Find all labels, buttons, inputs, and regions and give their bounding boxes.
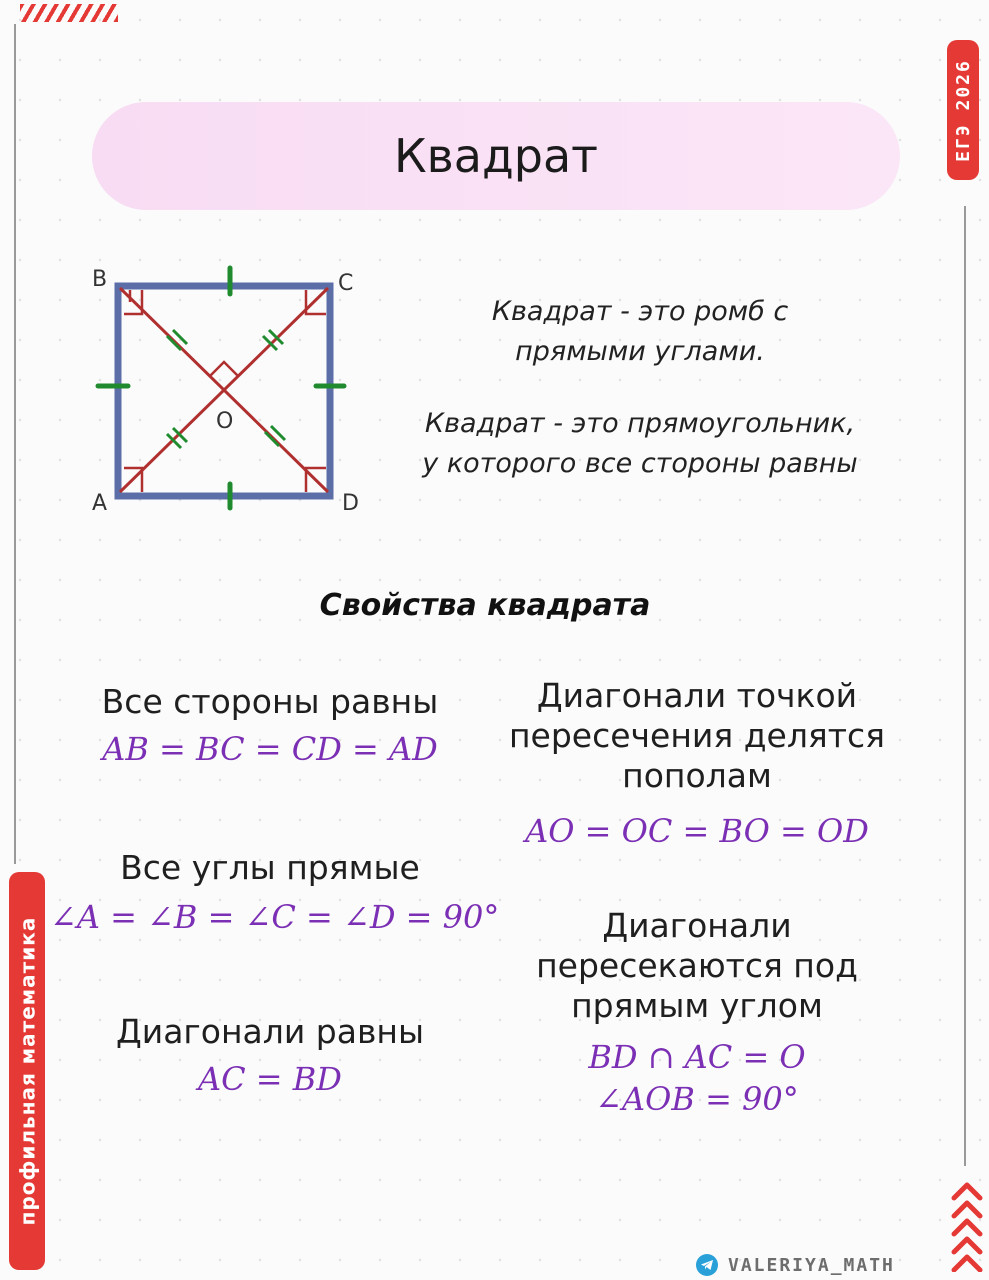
telegram-icon [696, 1254, 718, 1276]
square-diagram [80, 256, 380, 526]
property-formula: ∠AOB = 90° [595, 1080, 799, 1118]
subject-label: профильная математика [15, 916, 40, 1226]
property-formula: ∠A = ∠B = ∠C = ∠D = 90° [50, 898, 500, 936]
property-text: Диагонали [602, 906, 792, 945]
property-text: Все углы прямые [120, 848, 420, 887]
vertex-label-a: A [92, 491, 108, 516]
center-label-o: O [216, 409, 234, 434]
page-title: Квадрат [394, 129, 598, 183]
footer-handle [696, 1252, 895, 1278]
author-handle: VALERIYA_MATH [728, 1254, 895, 1276]
property-text: Диагонали равны [115, 1012, 425, 1051]
property-diagonals-perpendicular [492, 906, 902, 1120]
exam-year-tag [947, 40, 979, 180]
definition-line: прямыми углами. [515, 336, 765, 367]
property-text: пополам [622, 756, 772, 795]
exam-year-label: ЕГЭ 2026 [952, 58, 974, 162]
property-text: пересечения делятся [508, 716, 886, 755]
left-rule-line [14, 24, 16, 864]
definition-line: у которого все стороны равны [422, 448, 858, 479]
property-formula: AC = BD [198, 1060, 342, 1098]
property-right-angles [50, 848, 500, 938]
property-diagonals-equal [60, 1012, 480, 1100]
property-text: пересекаются под [536, 946, 858, 985]
property-formula: AB = BC = CD = AD [102, 730, 438, 768]
definition-rectangle [390, 404, 890, 484]
property-text: Диагонали точкой [536, 676, 858, 715]
property-diagonals-bisect [492, 676, 902, 852]
vertex-label-c: C [338, 271, 354, 296]
subject-tag [9, 872, 45, 1270]
property-formula: BD ∩ AC = O [588, 1038, 806, 1076]
definition-rhombus [390, 292, 890, 372]
right-angle-mark-o [210, 362, 238, 376]
property-text: прямым углом [571, 986, 823, 1025]
hatch-decoration [20, 4, 118, 22]
definition-line: Квадрат - это ромб с [491, 296, 789, 327]
title-banner [92, 102, 900, 210]
chevrons-up-icon [950, 1176, 984, 1272]
right-rule-line [964, 206, 966, 1166]
property-sides-equal [60, 682, 480, 770]
property-text: Все стороны равны [101, 682, 439, 721]
property-formula: AO = OC = BO = OD [525, 812, 869, 850]
vertex-label-b: B [92, 267, 108, 292]
definition-line: Квадрат - это прямоугольник, [424, 408, 856, 439]
properties-heading: Свойства квадрата [319, 588, 651, 623]
vertex-label-d: D [342, 491, 359, 516]
